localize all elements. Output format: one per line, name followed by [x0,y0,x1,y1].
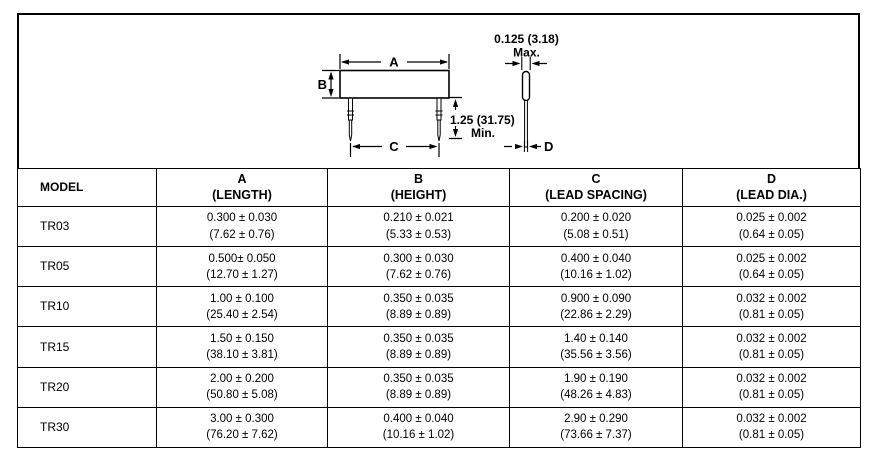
dim-cell-c [510,287,683,327]
body-width-value: 0.125 (3.18) [494,32,559,46]
value-inches: 1.90 ± 0.190 [564,373,628,386]
left-lead [347,98,354,141]
dimension-table [17,168,861,448]
value-inches: 0.400 ± 0.040 [560,252,632,265]
col-sublabel: (HEIGHT) [390,187,447,202]
value-inches: 1.50 ± 0.150 [210,332,274,345]
table-row-tr10 [18,287,861,327]
value-mm: (8.89 ± 0.89) [385,308,452,321]
value-mm: (0.81 ± 0.05) [738,349,805,362]
value-inches: 1.40 ± 0.140 [564,332,628,345]
dim-cell-b [328,287,510,327]
value-inches: 0.300 ± 0.030 [383,252,454,265]
model-cell: TR20 [18,367,157,407]
value-inches: 0.032 ± 0.002 [736,292,807,305]
col-letter: C [591,171,601,186]
value-mm: (35.56 ± 3.56) [560,349,632,362]
value-mm: (0.81 ± 0.05) [738,429,805,442]
dimension-b [318,71,339,99]
component-body [340,71,449,99]
table-row-tr05 [18,247,861,287]
value-mm: (5.33 ± 0.53) [385,228,452,241]
side-view [494,32,559,154]
value-inches: 0.210 ± 0.021 [383,212,454,225]
value-inches: 0.032 ± 0.002 [736,413,807,426]
model-cell: TR15 [18,327,157,367]
table-row-tr15 [18,327,861,367]
value-mm: (48.26 ± 4.83) [560,389,632,402]
dim-cell-d [683,287,861,327]
col-letter: A [237,171,247,186]
col-header-model: MODEL [18,169,157,207]
value-inches: 0.300 ± 0.030 [206,212,278,225]
value-inches: 2.00 ± 0.200 [210,373,274,386]
col-sublabel: (LEAD SPACING) [545,187,647,202]
dim-cell-c [510,407,683,447]
col-header-a [157,169,328,207]
value-mm: (50.80 ± 5.08) [206,389,278,402]
value-mm: (0.64 ± 0.05) [738,228,805,241]
dimension-d [504,139,553,154]
value-mm: (7.62 ± 0.76) [209,228,275,241]
model-cell: TR30 [18,407,157,447]
dimension-lead-length [449,98,515,141]
value-mm: (38.10 ± 3.81) [206,349,278,362]
lead-length-qualifier: Min. [471,126,495,140]
table-row-tr20 [18,367,861,407]
value-inches: 0.350 ± 0.035 [383,292,454,305]
value-inches: 1.00 ± 0.100 [210,292,274,305]
dim-cell-b [328,207,510,247]
value-mm: (5.08 ± 0.51) [563,228,629,241]
dim-cell-b [328,407,510,447]
dim-cell-c [510,367,683,407]
dim-cell-c [510,247,683,287]
value-mm: (10.16 ± 1.02) [382,429,455,442]
dim-cell-a [157,367,328,407]
col-header-b [328,169,510,207]
value-inches: 0.032 ± 0.002 [736,332,807,345]
body-width-qualifier: Max. [513,45,540,60]
dim-a-label: A [389,54,399,70]
col-sublabel: (LENGTH) [212,187,272,202]
lead-length-value: 1.25 (31.75) [450,113,515,127]
dim-cell-c [510,327,683,367]
dim-b-label: B [317,77,327,92]
col-letter: D [766,171,777,186]
dim-cell-d [683,247,861,287]
value-inches: 0.032 ± 0.002 [736,373,807,386]
dim-cell-b [328,367,510,407]
table-row-tr30 [18,407,861,447]
front-view [318,54,515,157]
value-inches: 0.350 ± 0.035 [383,373,454,386]
value-mm: (7.62 ± 0.76) [385,268,452,281]
value-inches: 0.025 ± 0.002 [736,212,807,225]
dimension-a [340,54,449,70]
value-mm: (8.89 ± 0.89) [385,349,452,362]
dim-cell-b [328,327,510,367]
dim-cell-a [157,407,328,447]
value-mm: (8.89 ± 0.89) [385,389,452,402]
dim-cell-d [683,207,861,247]
side-lead [525,101,528,148]
value-mm: (76.20 ± 7.62) [206,429,278,442]
value-mm: (25.40 ± 2.54) [206,308,278,321]
value-inches: 2.90 ± 0.290 [564,413,628,426]
value-mm: (0.64 ± 0.05) [738,268,805,281]
value-mm: (12.70 ± 1.27) [206,268,278,281]
dim-cell-a [157,287,328,327]
col-sublabel: (LEAD DIA.) [736,187,807,202]
component-body-side [523,72,530,101]
model-cell: TR05 [18,247,157,287]
value-inches: 0.900 ± 0.090 [560,292,632,305]
dim-c-label: C [389,139,399,154]
value-mm: (73.66 ± 7.37) [560,429,632,442]
package-outline-drawing [0,0,879,170]
value-mm: (0.81 ± 0.05) [738,389,805,402]
dim-d-label: D [544,139,554,154]
col-header-c [510,169,683,207]
header-row [18,169,861,207]
dim-cell-d [683,327,861,367]
dimension-c [351,139,440,157]
dim-cell-a [157,247,328,287]
value-inches: 0.500± 0.050 [208,252,276,265]
value-mm: (10.16 ± 1.02) [560,268,632,281]
value-mm: (0.81 ± 0.05) [738,308,805,321]
value-mm: (22.86 ± 2.29) [560,308,632,321]
value-inches: 0.025 ± 0.002 [736,252,807,265]
table-row-tr03 [18,207,861,247]
value-inches: 0.350 ± 0.035 [383,332,454,345]
dim-cell-a [157,327,328,367]
model-cell: TR10 [18,287,157,327]
dim-cell-b [328,247,510,287]
col-header-d [683,169,861,207]
value-inches: 0.400 ± 0.040 [383,413,454,426]
dim-cell-d [683,407,861,447]
dim-cell-c [510,207,683,247]
value-inches: 0.200 ± 0.020 [560,212,632,225]
dim-cell-d [683,367,861,407]
col-letter: B [413,171,424,186]
dim-cell-a [157,207,328,247]
value-inches: 3.00 ± 0.300 [210,413,274,426]
right-lead [436,98,443,141]
model-cell: TR03 [18,207,157,247]
